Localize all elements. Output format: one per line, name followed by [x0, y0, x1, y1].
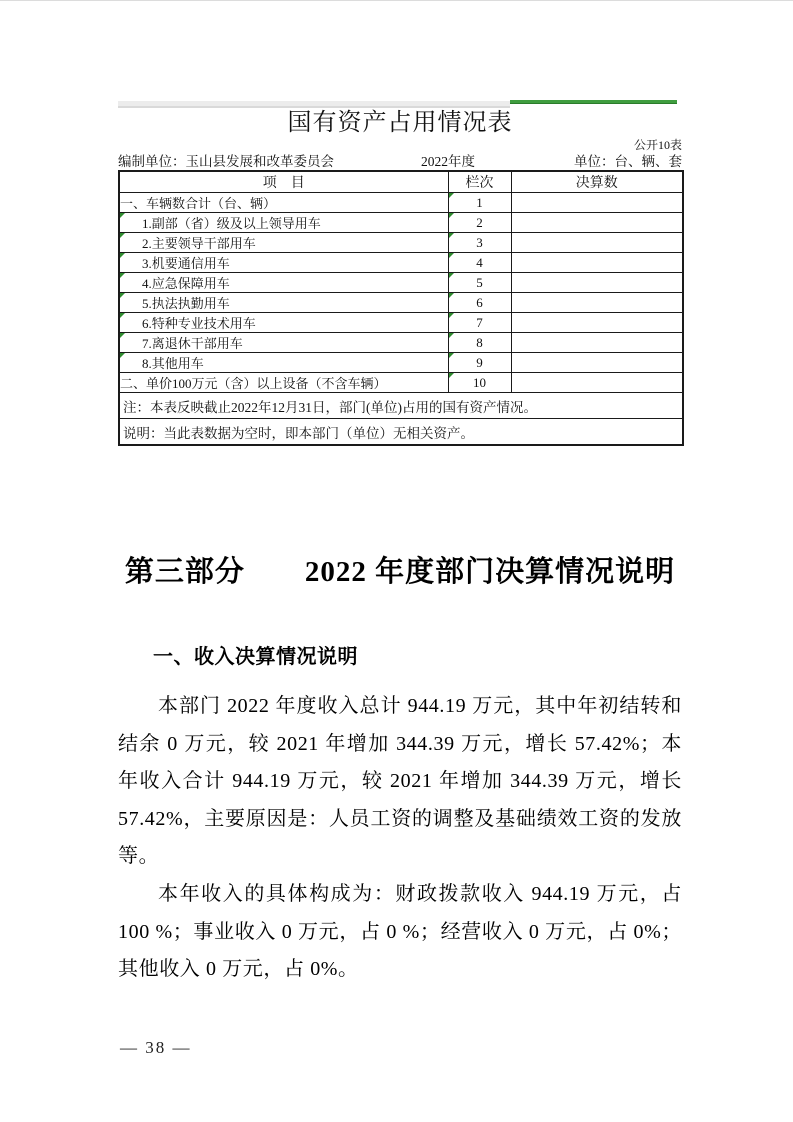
cell-corner-marker-icon [449, 333, 454, 338]
asset-table-row [119, 253, 683, 273]
row-value-cell [511, 373, 683, 393]
row-value-cell [511, 313, 683, 333]
row-item-cell: 7.离退休干部用车 [119, 333, 448, 353]
row-item-cell: 二、单价100万元（含）以上设备（不含车辆） [119, 373, 448, 393]
row-line-no-cell: 9 [448, 353, 511, 373]
row-item-cell: 3.机要通信用车 [119, 253, 448, 273]
table-note-row [119, 393, 683, 419]
asset-table-row [119, 233, 683, 253]
cell-corner-marker-icon [120, 353, 125, 358]
row-item-cell: 一、车辆数合计（台、辆） [119, 193, 448, 213]
row-item-cell: 5.执法执勤用车 [119, 293, 448, 313]
row-value-cell [511, 233, 683, 253]
row-value-cell [511, 213, 683, 233]
grey-scan-bar [118, 101, 510, 108]
row-item-cell: 4.应急保障用车 [119, 273, 448, 293]
cell-corner-marker-icon [449, 193, 454, 198]
cell-corner-marker-icon [449, 233, 454, 238]
row-line-no-cell: 7 [448, 313, 511, 333]
cell-corner-marker-icon [120, 233, 125, 238]
cell-corner-marker-icon [449, 293, 454, 298]
asset-table-row [119, 353, 683, 373]
table-header-row [119, 171, 683, 193]
unit-label: 单位：台、辆、套 [574, 154, 682, 169]
row-line-no-cell: 5 [448, 273, 511, 293]
cell-corner-marker-icon [449, 273, 454, 278]
asset-table-row [119, 333, 683, 353]
row-line-no-cell: 2 [448, 213, 511, 233]
row-item-cell: 1.副部（省）级及以上领导用车 [119, 213, 448, 233]
cell-corner-marker-icon [120, 293, 125, 298]
narrative-section [118, 552, 682, 989]
green-accent-line [510, 100, 677, 104]
row-line-no-cell: 1 [448, 193, 511, 213]
cell-corner-marker-icon [120, 253, 125, 258]
row-value-cell [511, 273, 683, 293]
table-remark-row [119, 419, 683, 446]
asset-occupancy-table [118, 170, 684, 446]
part-three-heading: 第三部分 2022 年度部门决算情况说明 [124, 556, 676, 588]
row-value-cell [511, 253, 683, 273]
asset-table-row [119, 313, 683, 333]
cell-corner-marker-icon [120, 313, 125, 318]
table-code-label: 公开10表 [633, 138, 682, 152]
prepared-by-label: 编制单位：玉山县发展和改革委员会 [118, 154, 334, 169]
income-statement-subheading: 一、收入决算情况说明 [153, 646, 358, 668]
cell-corner-marker-icon [449, 253, 454, 258]
asset-table-row [119, 373, 683, 393]
table-remark: 说明：当此表数据为空时，即本部门（单位）无相关资产。 [119, 419, 683, 446]
row-line-no-cell: 4 [448, 253, 511, 273]
asset-table-row [119, 213, 683, 233]
row-item-cell: 8.其他用车 [119, 353, 448, 373]
asset-table-row [119, 273, 683, 293]
scan-edge-line [0, 0, 793, 1]
cell-corner-marker-icon [449, 313, 454, 318]
table-info-row [118, 153, 682, 170]
col-header-line-no: 栏次 [448, 171, 511, 193]
table-note: 注：本表反映截止2022年12月31日，部门(单位)占用的国有资产情况。 [119, 393, 683, 419]
row-value-cell [511, 193, 683, 213]
cell-corner-marker-icon [120, 333, 125, 338]
income-paragraph-1: 本部门 2022 年度收入总计 944.19 万元，其中年初结转和结余 0 万元，较 2021 年增加 344.39 万元，增长 57.42%；本年收入合计 944.19 万元，较 2021 年增加 344.39 万元，增长 57.42%，主要原因是：人员工资的调整及基础绩效工资的发放等。 [118, 695, 682, 868]
row-value-cell [511, 353, 683, 373]
row-value-cell [511, 293, 683, 313]
cell-corner-marker-icon [449, 373, 454, 378]
row-line-no-cell: 8 [448, 333, 511, 353]
row-line-no-cell: 6 [448, 293, 511, 313]
cell-corner-marker-icon [449, 213, 454, 218]
asset-table-row [119, 193, 683, 213]
cell-corner-marker-icon [120, 273, 125, 278]
asset-table-row [119, 293, 683, 313]
asset-table-section [118, 108, 682, 446]
income-paragraph-2: 本年收入的具体构成为：财政拨款收入 944.19 万元，占 100 %；事业收入 0 万元，占 0 %；经营收入 0 万元，占 0%；其他收入 0 万元，占 0%。 [118, 882, 682, 981]
row-item-cell: 6.特种专业技术用车 [119, 313, 448, 333]
row-item-cell: 2.主要领导干部用车 [119, 233, 448, 253]
fiscal-year-label: 2022年度 [421, 154, 475, 169]
cell-corner-marker-icon [449, 353, 454, 358]
cell-corner-marker-icon [120, 213, 125, 218]
asset-table-title: 国有资产占用情况表 [287, 110, 513, 136]
row-line-no-cell: 10 [448, 373, 511, 393]
row-value-cell [511, 333, 683, 353]
row-line-no-cell: 3 [448, 233, 511, 253]
col-header-item: 项 目 [119, 171, 448, 193]
page-number: — 38 — [120, 1038, 192, 1057]
col-header-final-figure: 决算数 [511, 171, 683, 193]
